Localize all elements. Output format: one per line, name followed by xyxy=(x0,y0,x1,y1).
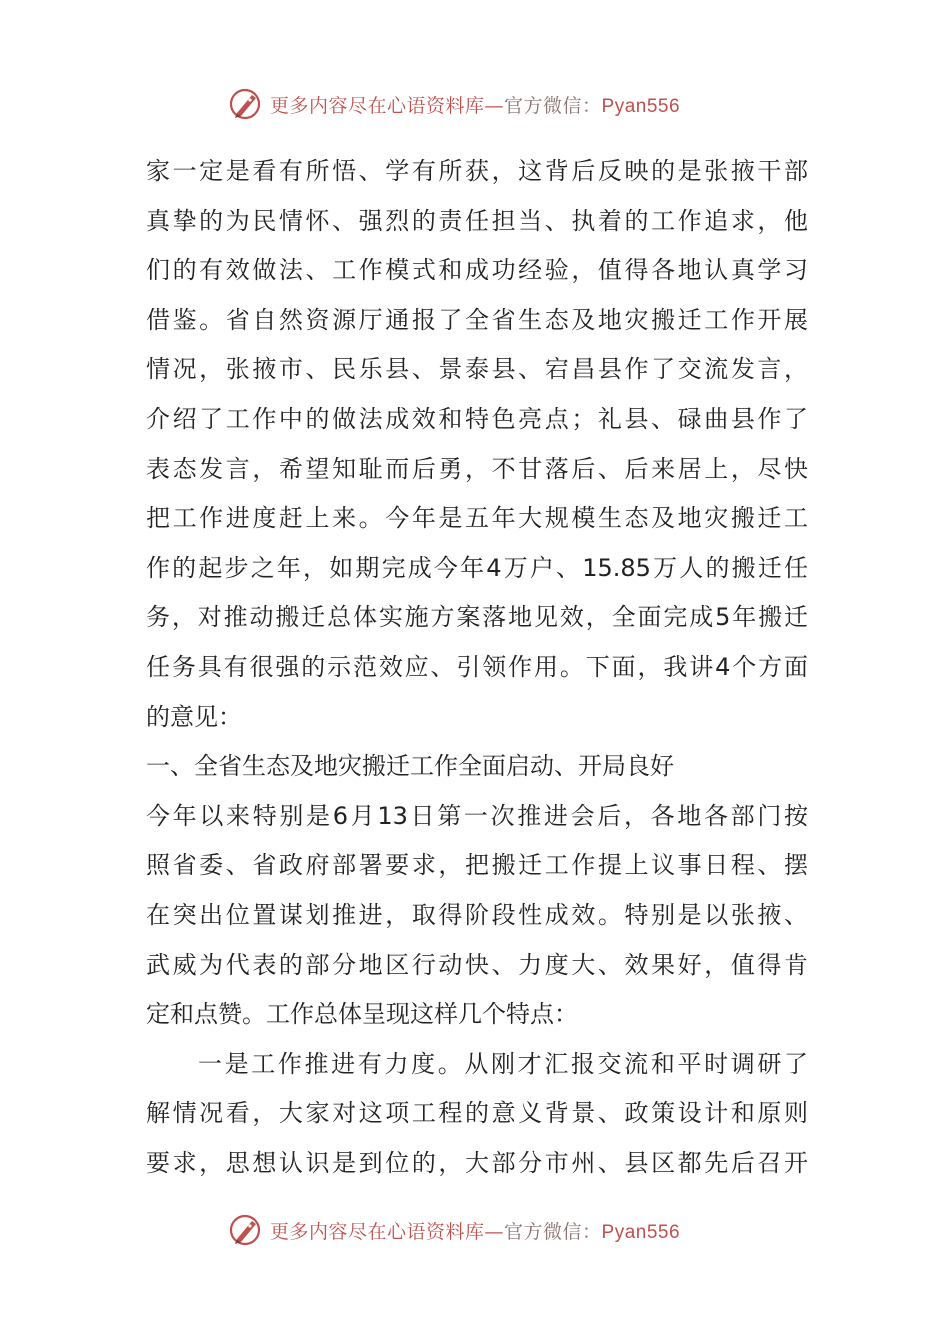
body-line: 一是工作推进有力度。从刚才汇报交流和平时调研了 xyxy=(198,1049,808,1078)
pen-nib-circle-logo-icon xyxy=(228,86,264,122)
document-body xyxy=(146,147,808,1188)
pen-nib-circle-logo-icon xyxy=(228,1212,264,1248)
body-line: 真挚的为民情怀、强烈的责任担当、执着的工作追求，他 xyxy=(146,206,808,235)
header-banner xyxy=(228,84,680,124)
body-line: 任务具有很强的示范效应、引领作用。下面，我讲4个方面 xyxy=(146,652,808,681)
body-line: 把工作进度赶上来。今年是五年大规模生态及地灾搬迁工 xyxy=(146,504,808,533)
body-line: 解情况看，大家对这项工程的意义背景、政策设计和原则 xyxy=(146,1099,808,1128)
banner-text: 更多内容尽在心语资料库—官方微信：Pyan556 xyxy=(270,1220,681,1243)
body-line: 定和点赞。工作总体呈现这样几个特点： xyxy=(146,1000,578,1029)
body-line: 在突出位置谋划推进，取得阶段性成效。特别是以张掖、 xyxy=(146,900,808,929)
body-line: 借鉴。省自然资源厅通报了全省生态及地灾搬迁工作开展 xyxy=(146,305,808,334)
body-line: 情况，张掖市、民乐县、景泰县、宕昌县作了交流发言， xyxy=(146,355,808,384)
body-line: 要求，思想认识是到位的，大部分市州、县区都先后召开 xyxy=(146,1148,808,1177)
body-line: 家一定是看有所悟、学有所获，这背后反映的是张掖干部 xyxy=(146,157,808,185)
body-line: 照省委、省政府部署要求，把搬迁工作提上议事日程、摆 xyxy=(146,851,808,880)
footer-banner xyxy=(228,1210,680,1250)
body-line: 务，对推动搬迁总体实施方案落地见效，全面完成5年搬迁 xyxy=(146,603,808,632)
body-line: 介绍了工作中的做法成效和特色亮点；礼县、碌曲县作了 xyxy=(146,404,808,433)
section-heading: 一、全省生态及地灾搬迁工作全面启动、开局良好 xyxy=(146,752,674,781)
body-line: 作的起步之年，如期完成今年4万户、15.85万人的搬迁任 xyxy=(146,553,808,582)
body-line: 今年以来特别是6月13日第一次推进会后，各地各部门按 xyxy=(146,801,808,830)
body-line: 们的有效做法、工作模式和成功经验，值得各地认真学习 xyxy=(146,256,808,285)
banner-text: 更多内容尽在心语资料库—官方微信：Pyan556 xyxy=(270,94,681,117)
body-line: 的意见： xyxy=(146,702,242,731)
body-line: 武威为代表的部分地区行动快、力度大、效果好，值得肯 xyxy=(146,950,808,979)
body-line: 表态发言，希望知耻而后勇，不甘落后、后来居上，尽快 xyxy=(146,454,808,483)
